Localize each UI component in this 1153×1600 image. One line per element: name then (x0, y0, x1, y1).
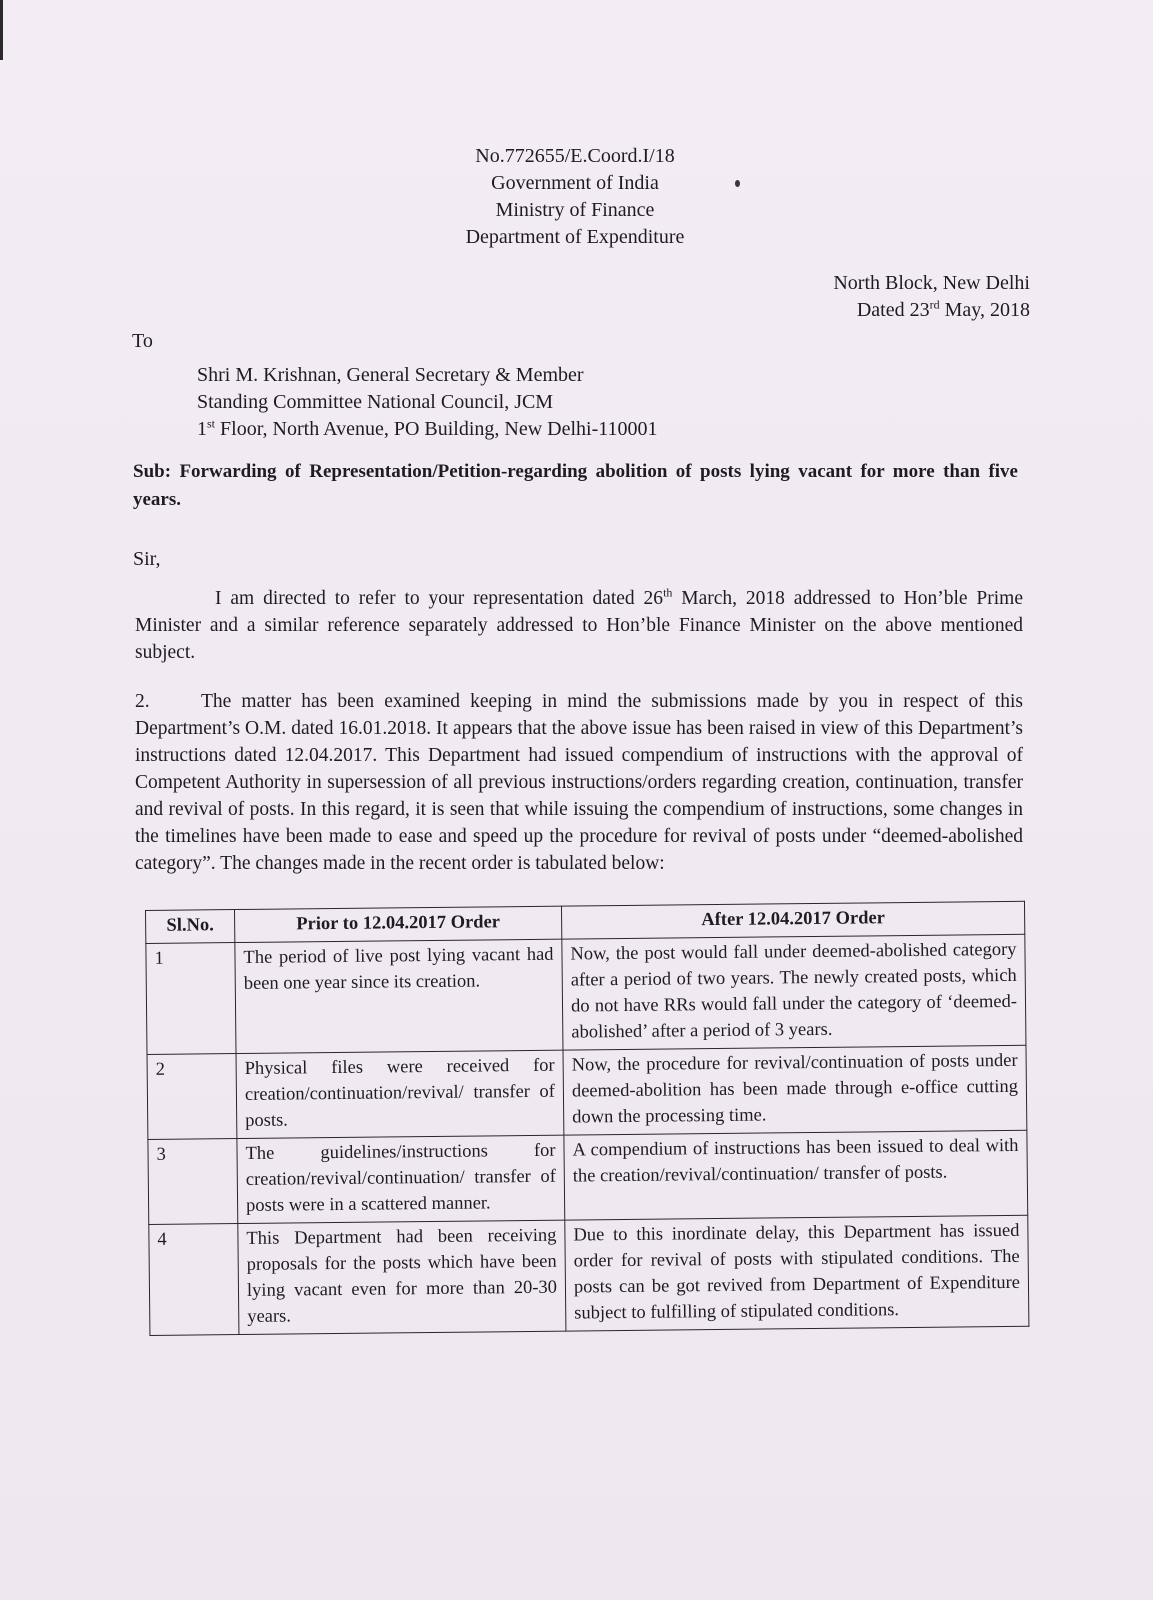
addressee-block (197, 362, 658, 443)
cell-sl: 2 (147, 1054, 237, 1140)
to-label: To (132, 330, 153, 352)
ministry-line: Ministry of Finance (495, 199, 655, 221)
salutation: Sir, (133, 548, 161, 570)
reference-number: No.772655/E.Coord.I/18 (475, 145, 675, 167)
government-line: Government of India (491, 172, 659, 194)
cell-sl: 4 (149, 1224, 239, 1336)
department-line: Department of Expenditure (465, 226, 685, 248)
table-row (147, 1045, 1027, 1139)
addressee-address: 1st Floor, North Avenue, PO Building, New Delhi-110001 (197, 416, 658, 440)
cell-after: Due to this inordinate delay, this Department has issued order for revival of posts with stipulated conditions. The posts can be got revived from Department of Expenditure subject to fulfilling of stipulated conditions. (565, 1215, 1029, 1331)
place-and-date (780, 270, 1030, 324)
cell-prior: Physical files were received for creation/continuation/revival/ transfer of posts. (236, 1050, 564, 1138)
paragraph-1: I am directed to refer to your representation dated 26th March, 2018 addressed to Hon’ble Prime Minister and a similar reference separately addressed to Hon’ble Finance Minister on the above mentioned subject. (135, 585, 1023, 663)
scan-edge (0, 0, 3, 60)
cell-after: A compendium of instructions has been issued to deal with the creation/revival/continuation/ transfer of posts. (564, 1130, 1028, 1220)
location: North Block, New Delhi (833, 272, 1030, 294)
table-row (146, 934, 1026, 1054)
cell-sl: 3 (148, 1139, 238, 1225)
subject-line: Sub: Forwarding of Representation/Petition-regarding abolition of posts lying vacant for more than five years. (133, 461, 1018, 510)
ink-speck (735, 180, 740, 187)
cell-sl: 1 (146, 943, 236, 1055)
header-prior: Prior to 12.04.2017 Order (235, 906, 562, 942)
addressee-organisation: Standing Committee National Council, JCM (197, 391, 554, 413)
paragraph-number: 2. (135, 691, 150, 712)
header-after: After 12.04.2017 Order (561, 901, 1024, 939)
header-sl-no: Sl.No. (146, 910, 235, 944)
paragraph-2: 2. The matter has been examined keeping in mind the submissions made by you in respect of this Department’s O.M. dated 16.01.2018. It appears that the above issue has been raised in view of this Department’s instructions dated 12.04.2017. This Department had issued compendium of instructions with the approval of Competent Authority in supersession of all previous instructions/orders regarding creation, continuation, transfer and revival of posts. In this regard, it is seen that while issuing the compendium of instructions, some changes in the timelines have been made to ease and speed up the procedure for revival of posts under “deemed-abolished category”. The changes made in the recent order is tabulated below: (135, 688, 1023, 877)
comparison-table (145, 901, 1029, 1336)
table-row (149, 1215, 1029, 1335)
date: Dated 23rd May, 2018 (856, 297, 1030, 321)
cell-prior: The period of live post lying vacant had been one year since its creation. (235, 939, 563, 1053)
cell-after: Now, the procedure for revival/continuation of posts under deemed-abolition has been made through e-office cutting down the processing time. (563, 1045, 1027, 1135)
cell-prior: The guidelines/instructions for creation/revival/continuation/ transfer of posts were in a scattered manner. (237, 1135, 565, 1223)
letterhead (440, 143, 710, 251)
cell-after: Now, the post would fall under deemed-abolished category after a period of two years. The newly created posts, which do not have RRs would fall under the category of ‘deemed-abolished’ after a period of 3 years. (562, 934, 1026, 1050)
cell-prior: This Department had been receiving proposals for the posts which have been lying vacant even for more than 20-30 years. (238, 1220, 566, 1334)
addressee-name: Shri M. Krishnan, General Secretary & Member (197, 364, 584, 386)
table-row (148, 1130, 1028, 1224)
